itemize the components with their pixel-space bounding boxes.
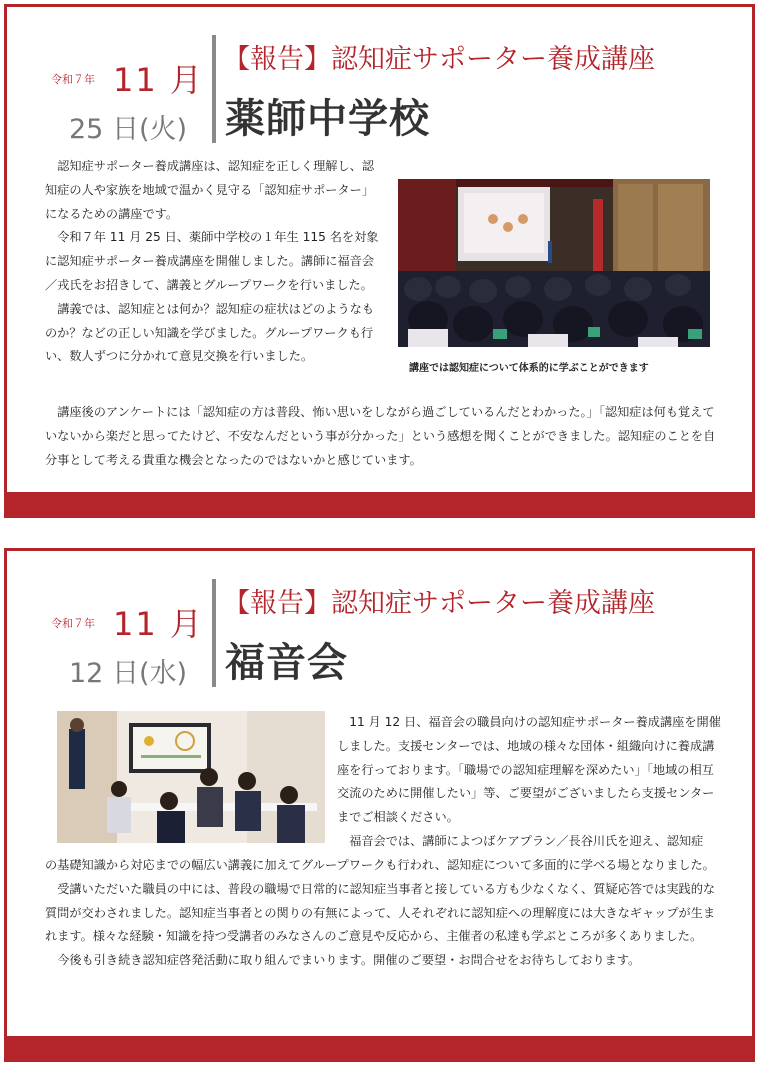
lecture-hall-photo [398, 179, 710, 347]
paragraph: 令和７年 11 月 25 日、薬師中学校の１年生 115 名を対象に認知症サポーター養成講座を開催しました。講師に福音会／戎氏をお招きして、講義とグループワークを行いました。 [45, 230, 379, 292]
day-label: 25 日(火) [69, 114, 188, 145]
paragraph: の基礎知識から対応までの幅広い講義に加えてグループワークも行われ、認知症について多面的に学べる場となりました。 [45, 858, 715, 872]
era-label: 令和７年 [51, 73, 95, 86]
report-body-side [45, 155, 381, 369]
report-title: 福音会 [225, 640, 348, 686]
report-card-fukuinkai [4, 548, 755, 1062]
paragraph: 受講いただいた職員の中には、普段の職場で日常的に認知症当事者と接している方も少なくなく、質疑応答では実践的な質問が交わされました。認知症当事者との関りの有無によって、人それぞれに認知症への理解度には大きなギャップが生まれます。様々な経験・知識を持つ受講者のみなさんのご意見や反応から、主催者の私達も学ぶところが多くありました。 [45, 881, 716, 944]
month-label: 11 月 [113, 605, 204, 643]
staff-training-photo [57, 711, 325, 843]
report-body-full [45, 854, 721, 973]
paragraph: 11 月 12 日、福音会の職員向けの認知症サポーター養成講座を開催しました。支援センターでは、地域の様々な団体・組織向けに養成講座を行っております。「職場での認知症理解を深めたい」「地域の相互交流のために開催したい」等、ご要望がございましたら支援センターまでご相談ください。 [337, 715, 721, 825]
era-label: 令和７年 [51, 617, 95, 630]
divider-line [212, 579, 216, 687]
paragraph: 講座後のアンケートには「認知症の方は普段、怖い思いをしながら過ごしているんだとわかった。」「認知症は何も覚えていないから楽だと思ってたけど、不安なんだという事が分かった」という感想を聞くことができました。認知症のことを自分事として考える貴重な機会となったのではないかと感じています。 [45, 405, 716, 467]
photo-caption: 講座では認知症について体系的に学ぶことができます [409, 363, 649, 374]
report-body-side [337, 711, 721, 854]
report-title: 薬師中学校 [225, 96, 430, 142]
report-heading: 【報告】認知症サポーター養成講座 [223, 44, 655, 75]
date-block [51, 589, 211, 689]
date-block [51, 45, 211, 145]
training-room-illustration [57, 711, 325, 843]
divider-line [212, 35, 216, 143]
paragraph: 講義では、認知症とは何か？認知症の症状はどのようなものか？などの正しい知識を学びました。グループワークも行い、数人ずつに分かれて意見交換を行いました。 [45, 301, 375, 364]
card-footer-bar [4, 492, 755, 518]
paragraph: 認知症サポーター養成講座は、認知症を正しく理解し、認知症の人や家族を地域で温かく見守る「認知症サポーター」になるための講座です。 [45, 159, 375, 221]
paragraph: 福音会では、講師によつばケアプラン／長谷川氏を迎え、認知症 [349, 833, 704, 848]
report-card-yakushi [4, 4, 755, 518]
card-footer-bar [4, 1036, 755, 1062]
paragraph: 今後も引き続き認知症啓発活動に取り組んでまいります。開催のご要望・お問合せをお待ちしております。 [57, 953, 641, 968]
day-label: 12 日(水) [69, 658, 188, 689]
month-label: 11 月 [113, 61, 204, 99]
report-body-full [45, 401, 719, 472]
report-heading: 【報告】認知症サポーター養成講座 [223, 588, 655, 619]
lecture-hall-illustration [398, 179, 710, 347]
